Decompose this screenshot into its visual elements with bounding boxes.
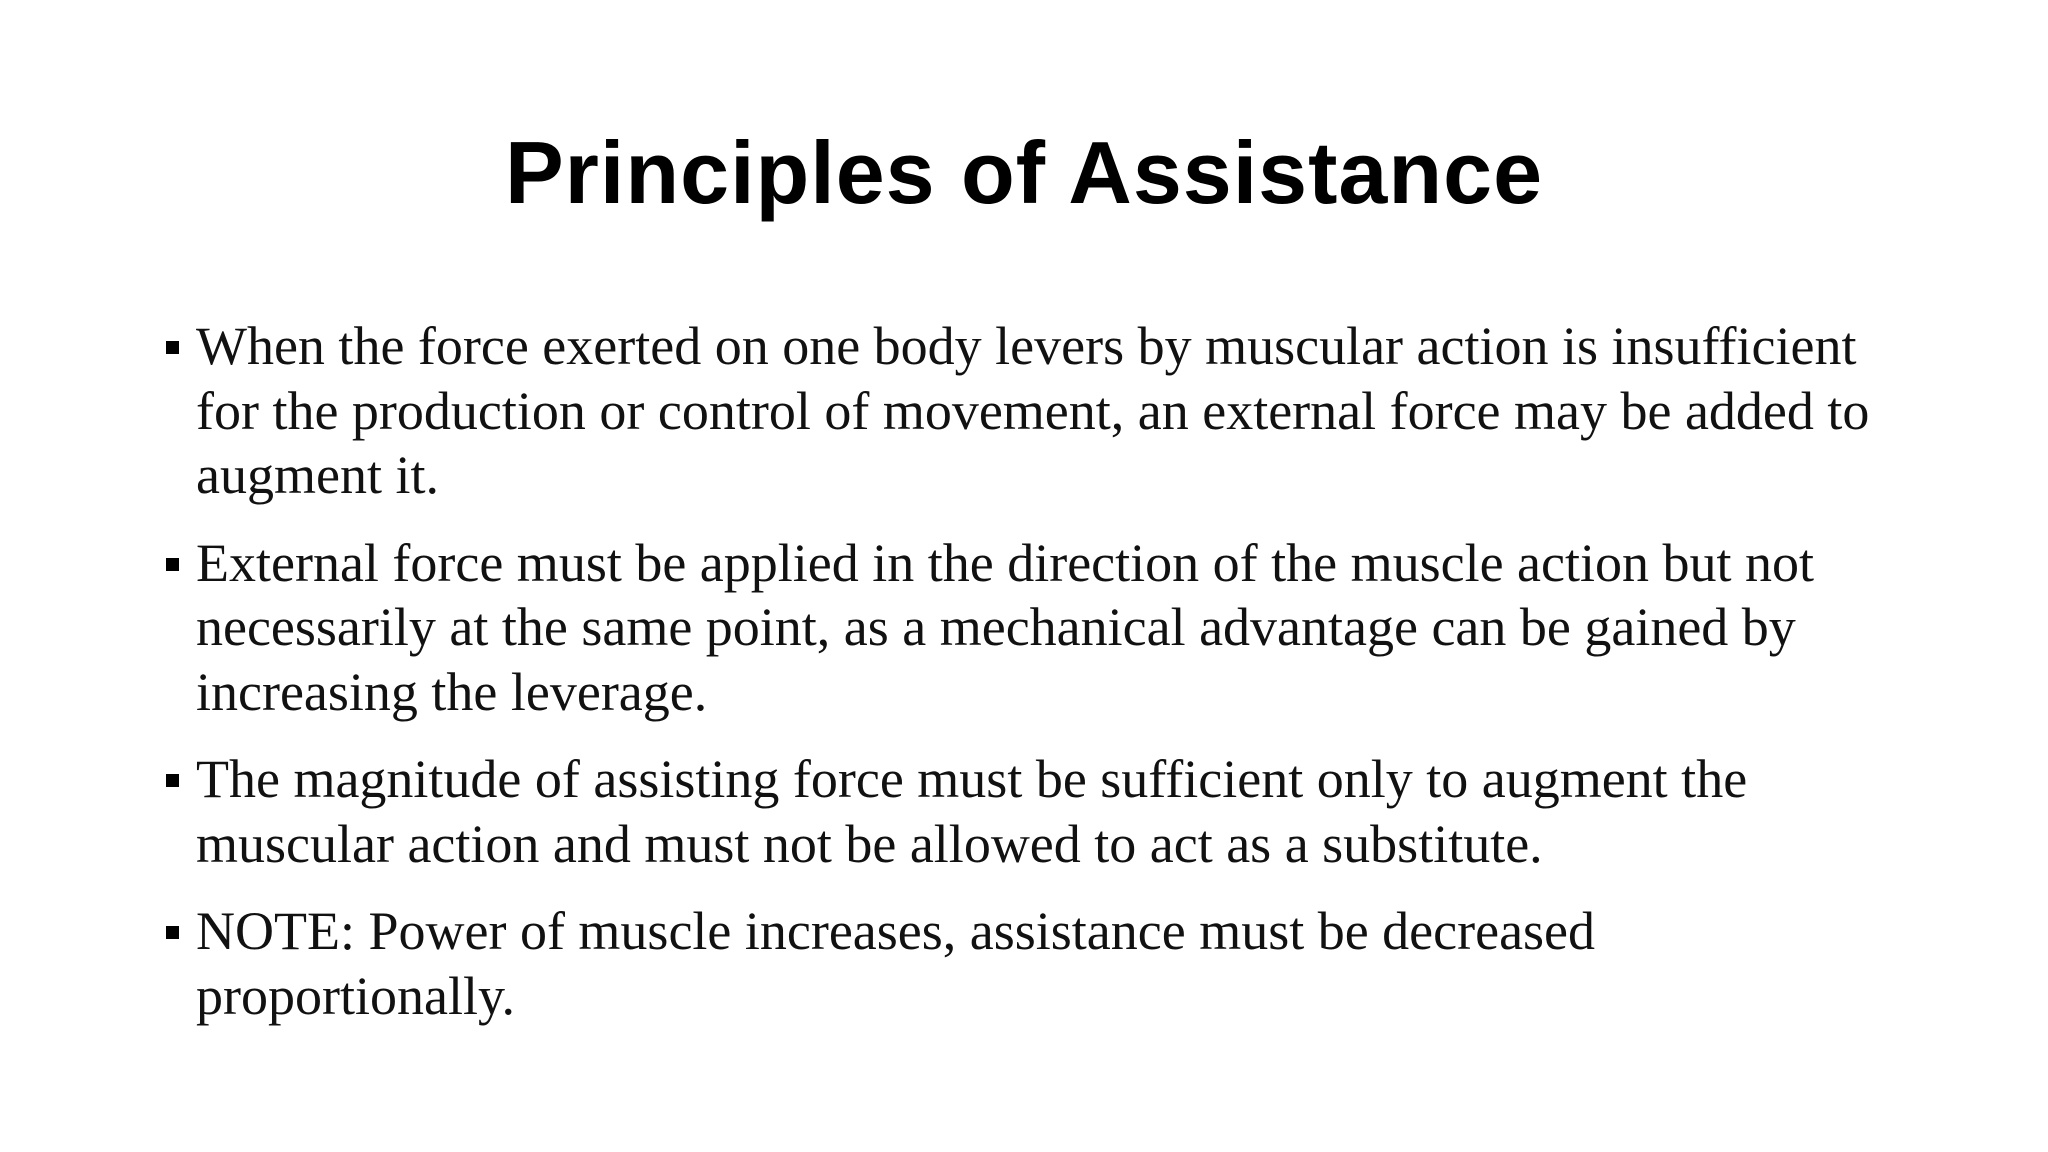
bullet-item (160, 314, 1900, 508)
square-bullet-icon (166, 558, 179, 571)
slide-title: Principles of Assistance (504, 123, 1544, 222)
bullet-text: External force must be applied in the direction of the muscle action but not necessarily at the same point, as a mechanical advantage can be gained by increasing the leverage. (196, 532, 1814, 722)
square-bullet-icon (166, 774, 179, 787)
bullet-item (160, 531, 1900, 725)
bullet-list (160, 314, 1900, 1051)
square-bullet-icon (166, 926, 179, 939)
bullet-text: When the force exerted on one body levers by muscular action is insufficient for the production or control of movement, an external force may be added to augment it. (196, 316, 1870, 505)
square-bullet-icon (166, 341, 179, 354)
bullet-text: NOTE: Power of muscle increases, assistance must be decreased proportionally. (196, 901, 1596, 1026)
bullet-text: The magnitude of assisting force must be sufficient only to augment the muscular action and must not be allowed to act as a substitute. (196, 749, 1748, 874)
bullet-item (160, 899, 1900, 1028)
bullet-item (160, 747, 1900, 876)
